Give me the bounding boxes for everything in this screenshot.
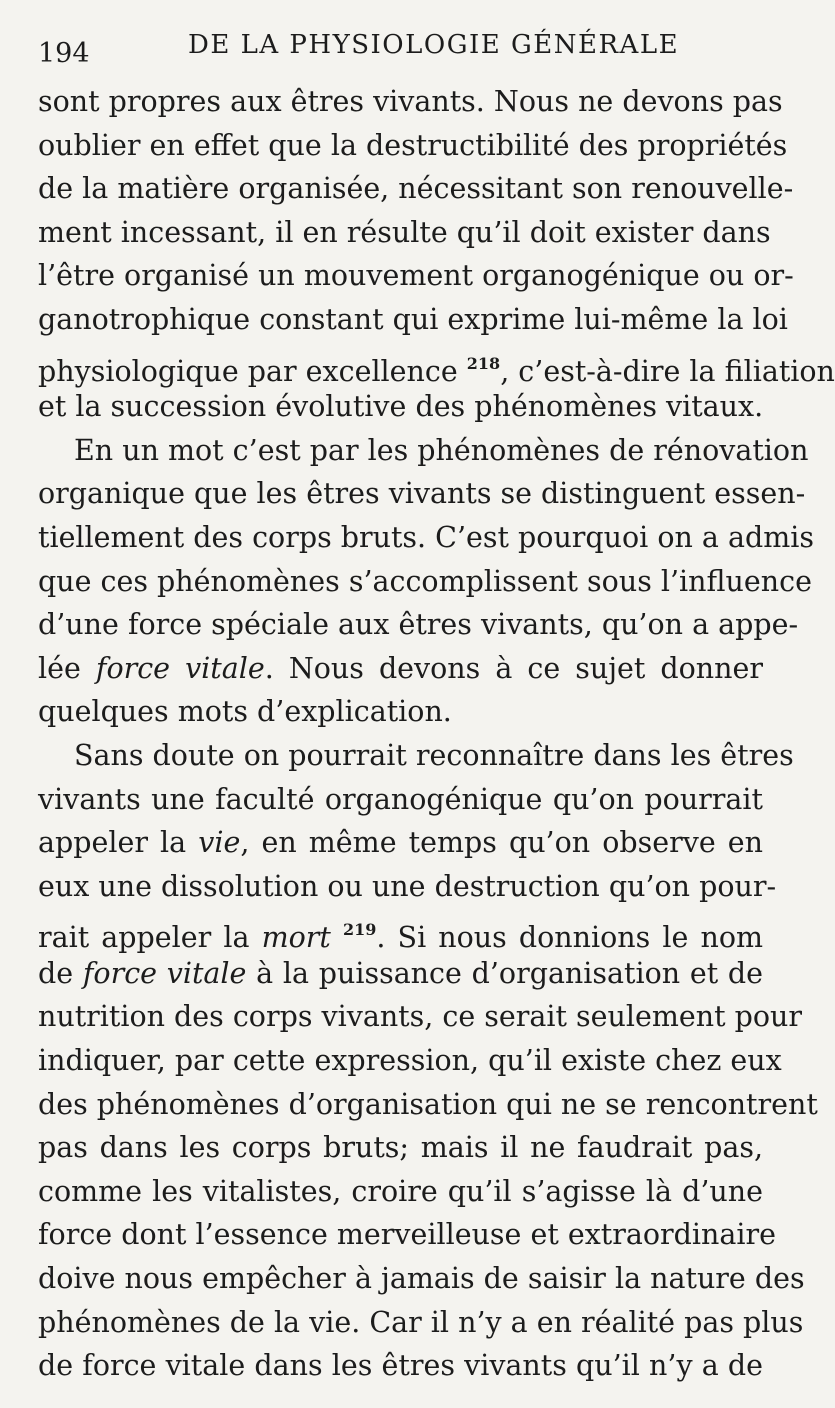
text-segment: oublier en effet que la destructibilité des propriétés <box>38 128 788 162</box>
text-segment: de la matière organisée, nécessitant son renouvelle- <box>38 172 794 206</box>
text-line <box>38 429 809 473</box>
italic-text: vie <box>198 826 241 860</box>
text-line <box>38 385 763 429</box>
text-line <box>38 647 763 691</box>
text-segment: eux une dissolution ou une destruction qu’on pour- <box>38 869 777 903</box>
text-line <box>38 690 763 734</box>
text-segment: de force vitale dans les êtres vivants qu’il n’y a de <box>38 1349 763 1383</box>
text-segment: rait appeler la <box>38 921 262 955</box>
text-line <box>38 995 802 1039</box>
italic-text: force vitale <box>95 651 265 685</box>
text-line <box>38 254 794 298</box>
italic-text: mort <box>261 921 331 955</box>
text-line <box>38 1344 763 1388</box>
footnote-marker: 219 <box>342 920 377 940</box>
text-line <box>38 298 788 342</box>
text-line <box>38 865 777 909</box>
text-line <box>38 1126 763 1170</box>
text-segment: phénomènes de la vie. Car il n’y a en réalité pas plus <box>38 1305 804 1339</box>
text-line <box>38 908 764 955</box>
text-segment: quelques mots d’explication. <box>38 695 452 729</box>
text-segment: et la succession évolutive des phénomènes vitaux. <box>38 390 764 424</box>
text-segment: vivants une faculté organogénique qu’on pourrait <box>38 782 763 816</box>
text-segment: . Si nous donnions le nom <box>376 921 764 955</box>
text-line <box>38 124 788 168</box>
text-segment: organique que les êtres vivants se distinguent essen- <box>38 477 806 511</box>
text-line <box>38 821 763 865</box>
text-segment: doive nous empêcher à jamais de saisir la nature des <box>38 1262 805 1296</box>
text-segment: des phénomènes d’organisation qui ne se rencontrent <box>38 1087 818 1121</box>
italic-text: force vitale <box>82 956 247 990</box>
text-line <box>38 734 794 778</box>
text-segment: sont propres aux êtres vivants. Nous ne devons pas <box>38 85 783 118</box>
text-line <box>38 1039 782 1083</box>
text-line <box>38 1170 763 1214</box>
text-line <box>38 211 771 255</box>
text-segment: de <box>38 956 83 990</box>
text-segment: , c’est-à-dire la filiation <box>500 354 835 388</box>
page-header <box>38 30 756 74</box>
text-segment: indiquer, par cette expression, qu’il existe chez eux <box>38 1044 782 1078</box>
text-line <box>38 1257 805 1301</box>
text-line <box>38 516 814 560</box>
text-line <box>38 472 806 516</box>
text-segment: comme les vitalistes, croire qu’il s’agisse là d’une <box>38 1174 763 1208</box>
footnote-marker: 218 <box>466 353 501 373</box>
text-segment: force dont l’essence merveilleuse et extraordinaire <box>38 1218 776 1252</box>
text-line <box>38 80 783 124</box>
text-segment: , en même temps qu’on observe en <box>240 826 763 860</box>
running-head: DE LA PHYSIOLOGIE GÉNÉRALE <box>188 30 680 60</box>
body-text <box>38 80 835 1388</box>
text-segment: ment incessant, il en résulte qu’il doit exister dans <box>38 215 771 249</box>
text-line <box>38 952 763 996</box>
text-line <box>38 560 812 604</box>
text-segment: lée <box>38 651 96 685</box>
text-segment: physiologique par excellence <box>38 354 467 388</box>
text-segment: nutrition des corps vivants, ce serait seulement pour <box>38 1000 802 1034</box>
text-segment: que ces phénomènes s’accomplissent sous l’influence <box>38 564 812 598</box>
text-segment: appeler la <box>38 826 199 860</box>
text-segment: . Nous devons à ce sujet donner <box>264 651 763 685</box>
text-line <box>38 1301 804 1345</box>
text-segment: à la puissance d’organisation et de <box>246 956 764 990</box>
text-line <box>38 603 799 647</box>
text-segment: l’être organisé un mouvement organogénique ou or- <box>38 259 794 293</box>
text-segment: ganotrophique constant qui exprime lui-même la loi <box>38 302 788 336</box>
text-line <box>38 1213 776 1257</box>
text-line <box>38 1083 818 1127</box>
text-segment: Sans doute on pourrait reconnaître dans les êtres <box>74 738 794 772</box>
text-segment: pas dans les corps bruts; mais il ne faudrait pas, <box>38 1131 763 1165</box>
text-segment: d’une force spéciale aux êtres vivants, qu’on a appe- <box>38 608 799 642</box>
text-segment <box>331 921 343 954</box>
text-segment: tiellement des corps bruts. C’est pourquoi on a admis <box>38 520 814 554</box>
page-number: 194 <box>38 38 90 69</box>
text-line <box>38 342 835 388</box>
text-line <box>38 778 763 822</box>
text-line <box>38 167 794 211</box>
text-segment: En un mot c’est par les phénomènes de rénovation <box>74 433 809 467</box>
